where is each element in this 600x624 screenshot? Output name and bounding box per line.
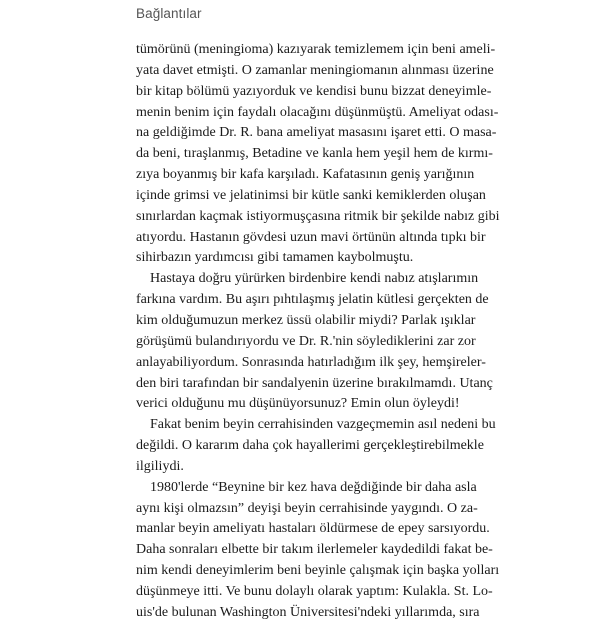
text-line: nim kendi deneyimlerim beni beyinle çalışmak için başka yolları xyxy=(136,563,500,579)
text-line: Fakat benim beyin cerrahisinden vazgeçmemin asıl nedeni bu xyxy=(150,417,496,433)
text-line: değildi. O kararım daha çok hayallerimi gerçekleştirebilmekle xyxy=(136,438,484,454)
text-line: da beni, tıraşlanmış, Betadine ve kanla hem yeşil hem de kırmı- xyxy=(136,146,493,162)
text-line: den biri tarafından bir sandalyenin üzerine bırakılmamdı. Utanç xyxy=(136,375,493,391)
text-line: zıya boyanmış bir kafa karşıladı. Kafatasının geniş yarığının xyxy=(136,167,475,183)
paragraph xyxy=(136,40,500,269)
text-line: sihirbazın yardımcısı gibi tamamen kaybolmuştu. xyxy=(136,250,414,266)
text-line: içinde grimsi ve jelatinimsi bir kütle sanki kemiklerden oluşan xyxy=(136,187,486,203)
text-line: görüşümü bulandırıyordu ve Dr. R.'nin söylediklerini zar zor xyxy=(136,333,476,349)
text-line: atıyordu. Hastanın gövdesi uzun mavi örtünün altında tıpkı bir xyxy=(136,229,486,245)
text-line: sınırlardan kaçmak istiyormuşçasına ritmik bir şekilde nabız gibi xyxy=(136,208,500,224)
body-text xyxy=(136,40,500,624)
text-line: 1980'lerde “Beynine bir kez hava değdiğinde bir daha asla xyxy=(150,479,477,495)
paragraph xyxy=(136,415,496,478)
text-line: ilgiliydi. xyxy=(136,458,184,474)
text-line: aynı kişi olmazsın” deyişi beyin cerrahisinde yaygındı. O za- xyxy=(136,500,478,516)
text-line: Daha sonraları elbette bir takım ilerlemeler kaydedildi fakat be- xyxy=(136,542,493,558)
paragraph xyxy=(136,478,500,624)
running-head: Bağlantılar xyxy=(136,6,202,21)
text-line: manlar beyin ameliyatı hastaları öldürmese de epey sarsıyordu. xyxy=(136,521,490,537)
text-line: anlayabiliyordum. Sonrasında hatırladığım ilk şey, hemşireler- xyxy=(136,354,486,370)
text-line: kim olduğumuzun merkez üssü olabilir miydi? Parlak ışıklar xyxy=(136,312,476,328)
text-line: düşünmeye itti. Ve bunu dolaylı olarak yaptım: Kulakla. St. Lo- xyxy=(136,583,493,599)
text-line: menin benim için faydalı olacağını düşünmüştü. Ameliyat odası- xyxy=(136,104,499,120)
text-line: bir kitap bölümü yazıyorduk ve kendisi bunu bizzat deneyimle- xyxy=(136,83,492,99)
text-line: uis'de bulunan Washington Üniversitesi'ndeki yıllarımda, sıra xyxy=(136,604,480,620)
text-line: Hastaya doğru yürürken birdenbire kendi nabız atışlarımın xyxy=(150,271,479,287)
text-line: yata davet etmişti. O zamanlar meningiomanın alınması üzerine xyxy=(136,62,494,78)
text-line: na geldiğimde Dr. R. bana ameliyat masasını işaret etti. O masa- xyxy=(136,125,497,141)
paragraph xyxy=(136,269,493,415)
text-line: farkına vardım. Bu aşırı pıhtılaşmış jelatin kütlesi gerçekten de xyxy=(136,292,489,308)
text-line: verici olduğunu mu düşünüyorsunuz? Emin olun öyleydi! xyxy=(136,396,460,412)
text-line: tümörünü (meningioma) kazıyarak temizlemem için beni ameli- xyxy=(136,42,496,57)
